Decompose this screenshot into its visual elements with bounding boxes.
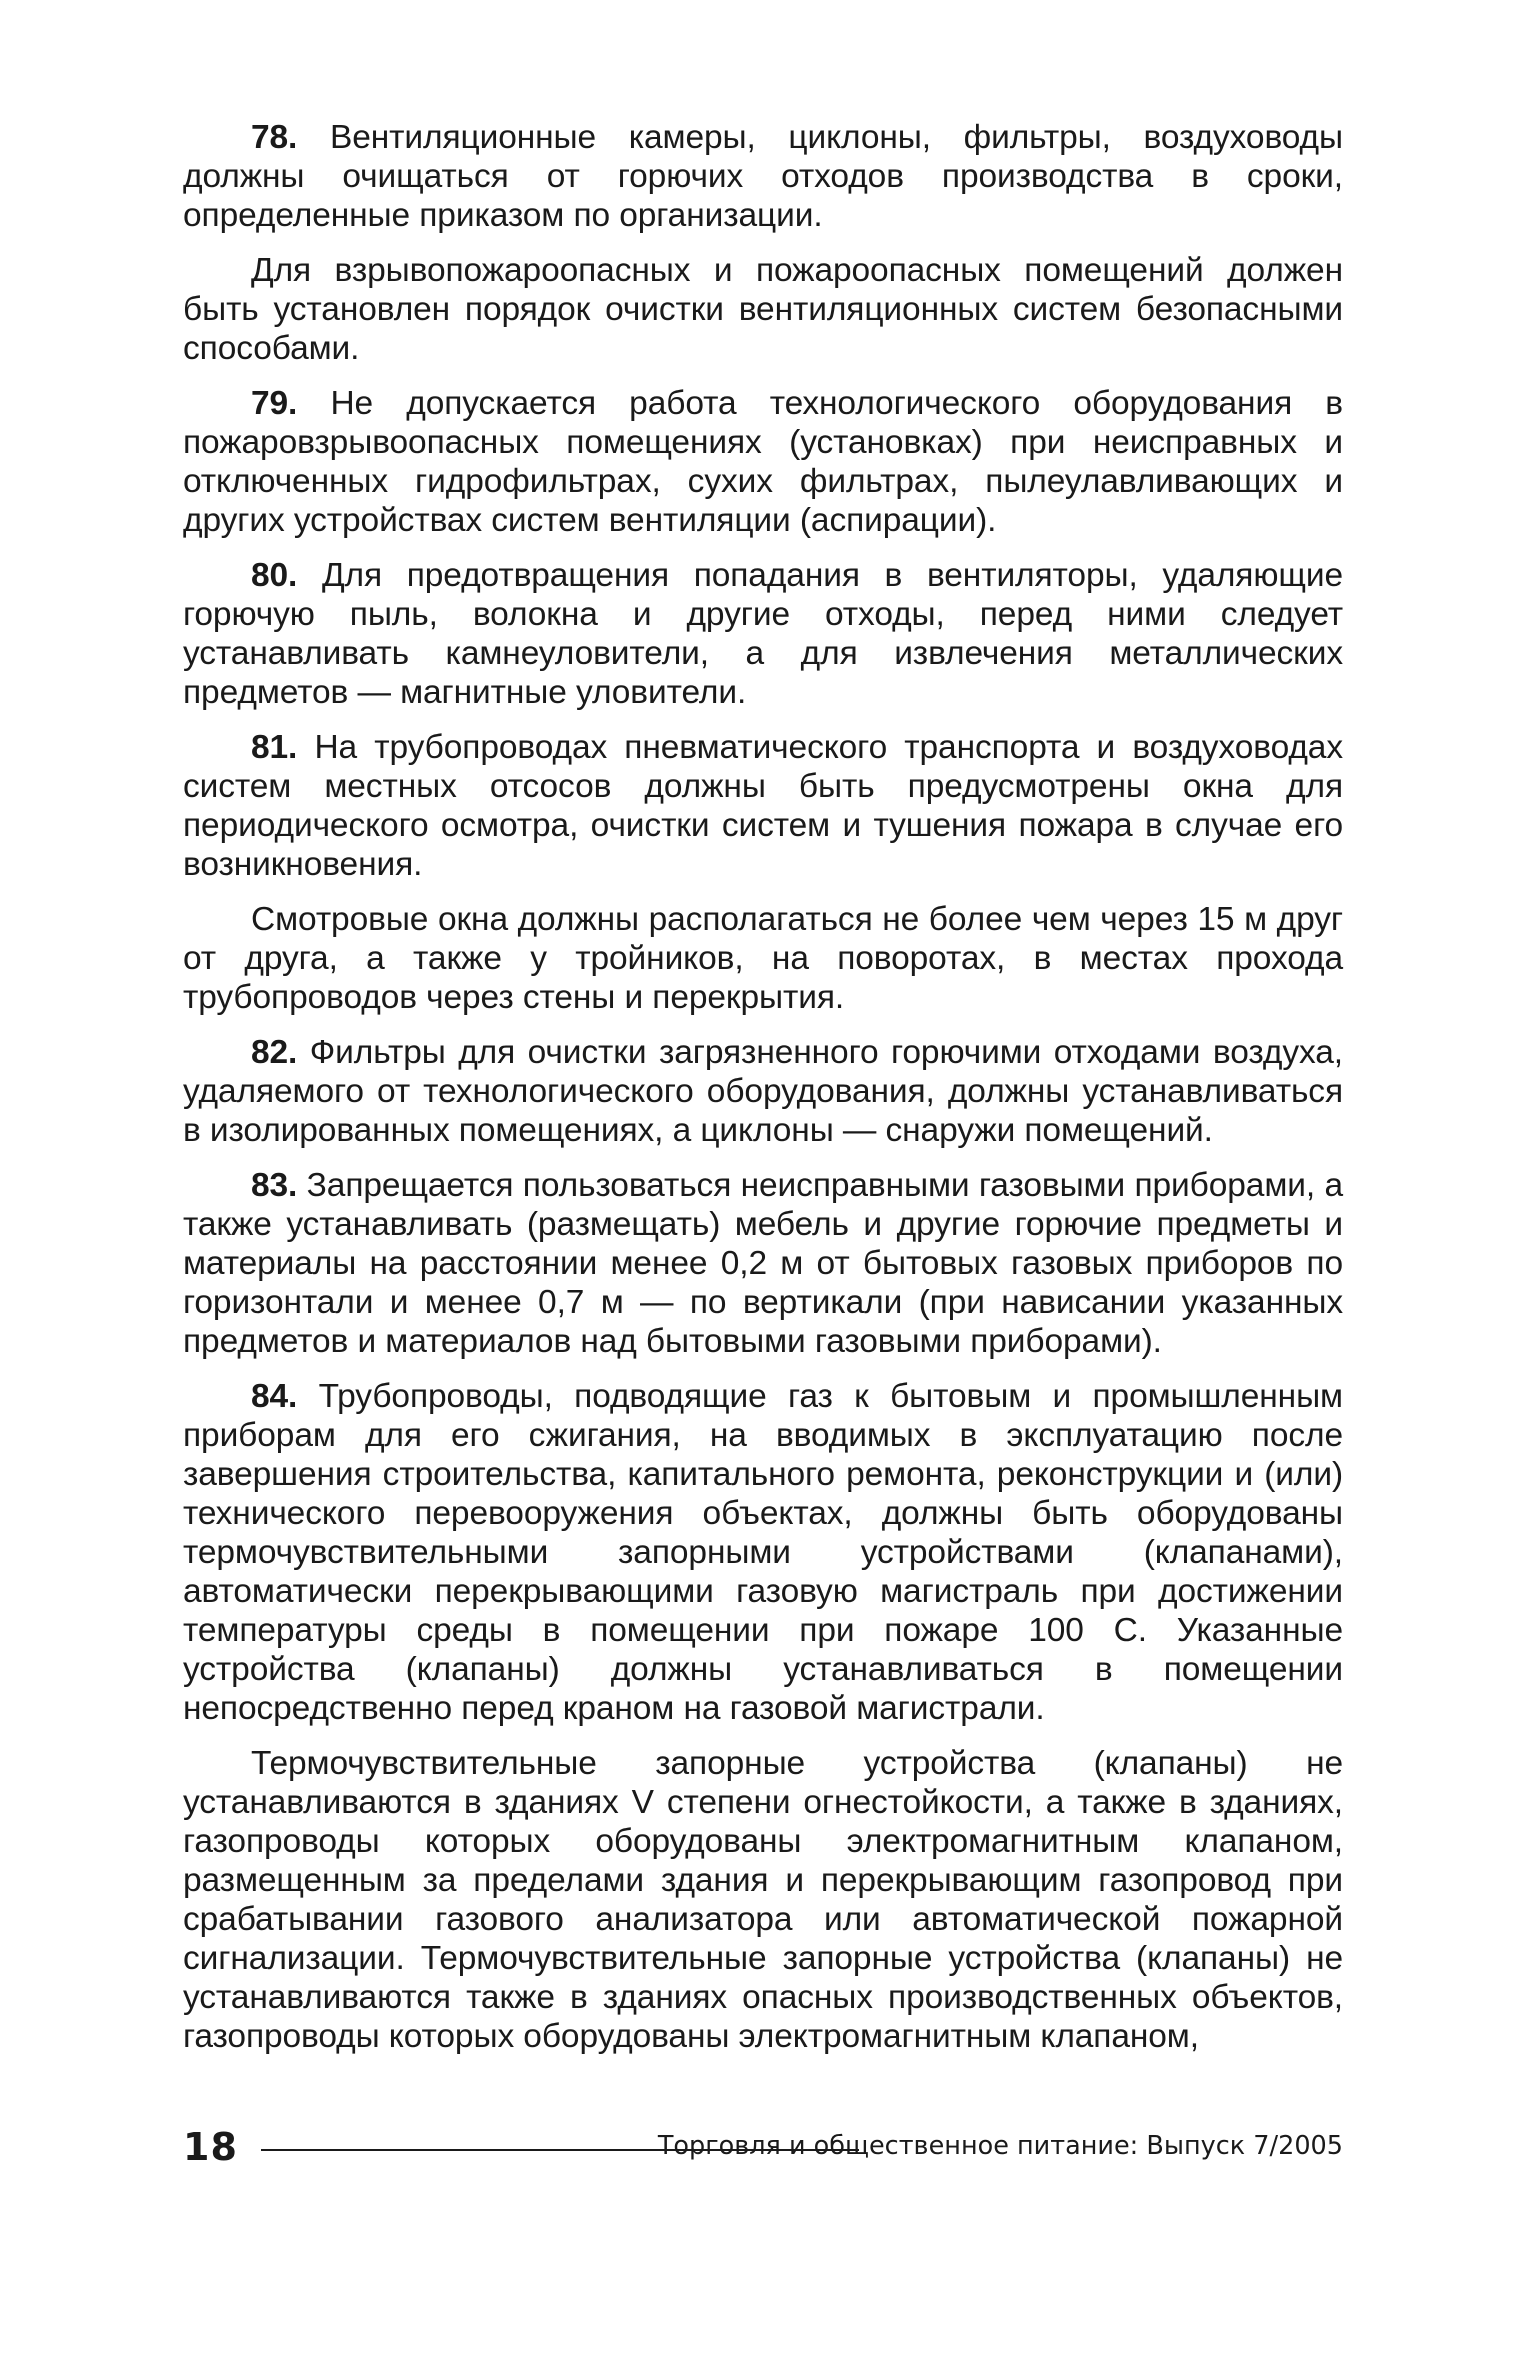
item-number: 80. [251, 557, 298, 594]
publication-title: Торговля и общественное питание: Выпуск 7/2005 [657, 2131, 1343, 2161]
paragraph-text: Для взрывопожароопасных и пожароопасных помещений должен быть установлен порядок очистки вентиляционных систем безопасными способами. [183, 252, 1343, 367]
paragraph-84 [183, 1377, 1343, 1728]
paragraph-84-continuation [183, 1744, 1343, 2056]
page-number: 18 [183, 2125, 238, 2169]
paragraph-text: Термочувствительные запорные устройства (клапаны) не устанавливаются в зданиях V степени огнестойкости, а также в зданиях, газопроводы которых оборудованы электромагнитным клапаном, размещенным за пределами здания и перекрывающим газопровод при срабатывании газового анализатора или автоматической пожарной сигнализации. Термочувствительные запорные устройства (клапаны) не устанавливаются также в зданиях опасных производственных объектов, газопроводы которых оборудованы электромагнитным клапаном, [183, 1745, 1343, 2055]
item-number: 84. [251, 1378, 298, 1415]
paragraph-text: Трубопроводы, подводящие газ к бытовым и промышленным приборам для его сжигания, на вводимых в эксплуатацию после завершения строительства, капитального ремонта, реконструкции и (или) технического перевооружения объектах, должны быть оборудованы термочувствительными запорными устройствами (клапанами), автоматически перекрывающими газовую магистраль при достижении температуры среды в помещении при пожаре 100 С. Указанные устройства (клапаны) должны устанавливаться в помещении непосредственно перед краном на газовой магистрали. [183, 1378, 1343, 1727]
page-body [183, 118, 1343, 2056]
paragraph-79 [183, 384, 1343, 540]
paragraph-text: Фильтры для очистки загрязненного горючими отходами воздуха, удаляемого от технологического оборудования, должны устанавливаться в изолированных помещениях, а циклоны — снаружи помещений. [183, 1034, 1343, 1149]
paragraph-78-continuation [183, 251, 1343, 368]
paragraph-text: Запрещается пользоваться неисправными газовыми приборами, а также устанавливать (размещать) мебель и другие горючие предметы и материалы на расстоянии менее 0,2 м от бытовых газовых приборов по горизонтали и менее 0,7 м — по вертикали (при нависании указанных предметов и материалов над бытовыми газовыми приборами). [183, 1167, 1343, 1360]
paragraph-text: Смотровые окна должны располагаться не более чем через 15 м друг от друга, а также у тройников, на поворотах, в местах прохода трубопроводов через стены и перекрытия. [183, 901, 1343, 1016]
paragraph-81 [183, 728, 1343, 884]
paragraph-80 [183, 556, 1343, 712]
item-number: 83. [251, 1167, 298, 1204]
page-footer [183, 2127, 1343, 2167]
item-number: 78. [251, 119, 298, 156]
paragraph-text: Вентиляционные камеры, циклоны, фильтры, воздуховоды должны очищаться от горючих отходов производства в сроки, определенные приказом по организации. [183, 119, 1343, 234]
paragraph-text: На трубопроводах пневматического транспорта и воздуховодах систем местных отсосов должны быть предусмотрены окна для периодического осмотра, очистки систем и тушения пожара в случае его возникновения. [183, 729, 1343, 883]
item-number: 82. [251, 1034, 298, 1071]
paragraph-83 [183, 1166, 1343, 1361]
paragraph-text: Не допускается работа технологического оборудования в пожаровзрывоопасных помещениях (установках) при неисправных и отключенных гидрофильтрах, сухих фильтрах, пылеулавливающих и других устройствах систем вентиляции (аспирации). [183, 385, 1343, 539]
paragraph-78 [183, 118, 1343, 235]
paragraph-82 [183, 1033, 1343, 1150]
item-number: 81. [251, 729, 298, 766]
item-number: 79. [251, 385, 298, 422]
paragraph-81-continuation [183, 900, 1343, 1017]
paragraph-text: Для предотвращения попадания в вентиляторы, удаляющие горючую пыль, волокна и другие отходы, перед ними следует устанавливать камнеуловители, а для извлечения металлических предметов — магнитные уловители. [183, 557, 1343, 711]
